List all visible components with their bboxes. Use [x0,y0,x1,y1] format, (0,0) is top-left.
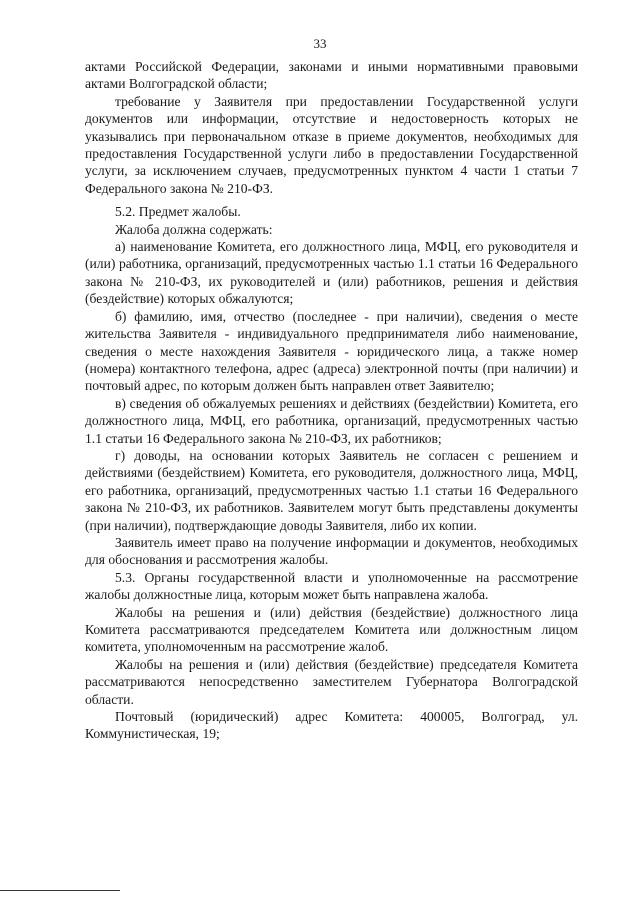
footer-rule [0,890,120,891]
section-heading-5-2: 5.2. Предмет жалобы. [115,204,241,220]
list-item-b: б) фамилию, имя, отчество (последнее - при наличии), сведения о месте жительства Заявителя - индивидуального предпринимателя либо наименование, сведения о месте нахождения Заявителя - юридического лица, а также номер (номера) контактного телефона, адрес (адреса) электронной почты (при наличии) и почтовый адрес, по которым должен быть направлен ответ Заявителю; [85,308,578,394]
paragraph-applicant-right: Заявитель имеет право на получение информации и документов, необходимых для обоснования и рассмотрения жалобы. [85,534,578,568]
paragraph-2: требование у Заявителя при предоставлении Государственной услуги документов или информации, отсутствие и недостоверность которых не указывались при первоначальном отказе в приеме документов, необходимых для предоставления Государственной услуги либо в предоставлении Государственной услуги, за исключением случаев, предусмотренных пунктом 4 части 1 статьи 7 Федерального закона № 210-ФЗ. [85,93,578,196]
list-item-v: в) сведения об обжалуемых решениях и действиях (бездействии) Комитета, его должностного лица, МФЦ, его работника, организаций, предусмотренных частью 1.1 статьи 16 Федерального закона № 210-ФЗ, их работников; [85,395,578,446]
list-item-g: г) доводы, на основании которых Заявитель не согласен с решением и действиями (бездействием) Комитета, его руководителя, должностного лица, МФЦ, его работника, организаций, предусмотренных частью 1.1 статьи 16 Федерального закона № 210-ФЗ, их работников. Заявителем могут быть представлены документы (при наличии), подтверждающие доводы Заявителя, либо их копии. [85,447,578,533]
section-heading-5-3: 5.3. Органы государственной власти и уполномоченные на рассмотрение жалобы должностные лица, которым может быть направлена жалоба. [85,569,578,603]
list-item-a: а) наименование Комитета, его должностного лица, МФЦ, его руководителя и (или) работника, организаций, предусмотренных частью 1.1 статьи 16 Федерального закона № 210-ФЗ, их руководителей и (или) работников, решения и действия (бездействие) которых обжалуются; [85,239,578,307]
paragraph-1: актами Российской Федерации, законами и иными нормативными правовыми актами Волгоградской области; [85,59,578,92]
paragraph-chairman-complaints: Жалобы на решения и (или) действия (бездействие) председателя Комитета рассматриваются непосредственно заместителем Губернатора Волгоградской области. [85,656,578,707]
page-content [85,58,578,743]
paragraph-postal-address: Почтовый (юридический) адрес Комитета: 400005, Волгоград, ул. Коммунистическая, 19; [85,709,578,742]
page-number: 33 [313,36,327,51]
paragraph-complaint-contents: Жалоба должна содержать: [115,221,273,237]
paragraph-official-complaints: Жалобы на решения и (или) действия (бездействие) должностного лица Комитета рассматриваются председателем Комитета или должностным лицом комитета, уполномоченным на рассмотрение жалоб. [85,604,578,655]
